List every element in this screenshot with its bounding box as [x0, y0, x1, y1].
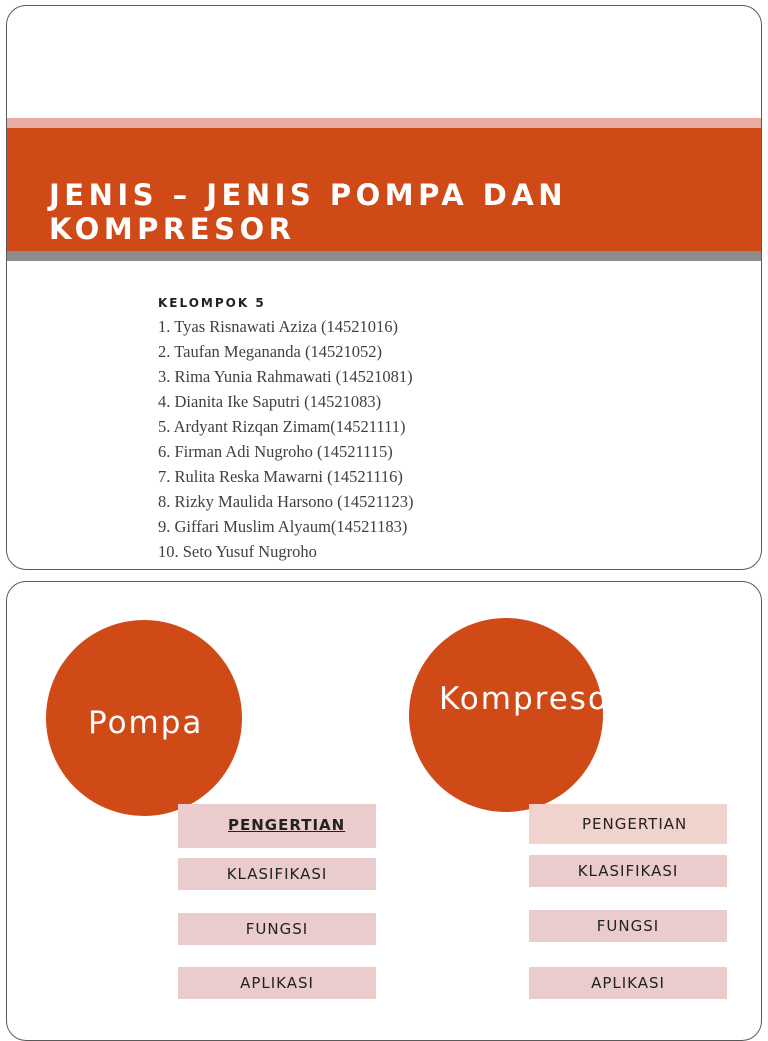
- pompa-title: Pompa: [88, 705, 204, 741]
- group-label: KELOMPOK 5: [158, 296, 266, 310]
- kompresor-circle: [409, 618, 624, 812]
- slide-title: JENIS – JENIS POMPA DAN KOMPRESOR: [49, 178, 568, 246]
- pompa-pengertian-box[interactable]: PENGERTIAN: [178, 804, 376, 848]
- member-item: 7. Rulita Reska Mawarni (14521116): [158, 467, 403, 486]
- kompresor-aplikasi-box[interactable]: APLIKASI: [529, 967, 727, 999]
- pompa-aplikasi-box[interactable]: APLIKASI: [178, 967, 376, 999]
- pompa-circle: [46, 620, 242, 816]
- pompa-klasifikasi-box[interactable]: KLASIFIKASI: [178, 858, 376, 890]
- member-item: 1. Tyas Risnawati Aziza (14521016): [158, 317, 399, 336]
- member-item: 9. Giffari Muslim Alyaum(14521183): [158, 517, 408, 536]
- member-item: 10. Seto Yusuf Nugroho: [158, 542, 317, 561]
- member-item: 4. Dianita Ike Saputri (14521083): [158, 392, 382, 411]
- member-item: 3. Rima Yunia Rahmawati (14521081): [158, 367, 413, 386]
- kompresor-fungsi-box[interactable]: FUNGSI: [529, 910, 727, 942]
- kompresor-pengertian-box[interactable]: PENGERTIAN: [529, 804, 727, 844]
- kompresor-title: Kompresor: [439, 681, 624, 717]
- title-slide: [6, 5, 762, 570]
- title-band-bottom-stripe: [7, 251, 761, 261]
- member-item: 8. Rizky Maulida Harsono (14521123): [158, 492, 414, 511]
- member-list: [158, 317, 468, 567]
- overview-slide: [6, 581, 762, 1041]
- pompa-fungsi-box[interactable]: FUNGSI: [178, 913, 376, 945]
- member-item: 6. Firman Adi Nugroho (14521115): [158, 442, 393, 461]
- title-band-top-stripe: [7, 118, 761, 128]
- member-item: 2. Taufan Megananda (14521052): [158, 342, 382, 361]
- kompresor-klasifikasi-box[interactable]: KLASIFIKASI: [529, 855, 727, 887]
- member-item: 5. Ardyant Rizqan Zimam(14521111): [158, 417, 406, 436]
